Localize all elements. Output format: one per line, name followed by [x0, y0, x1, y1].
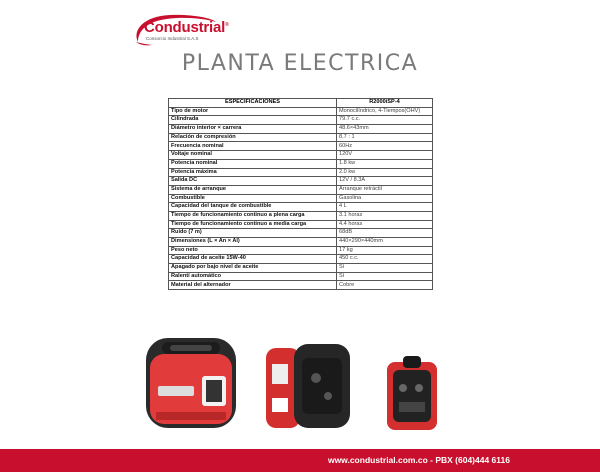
table-row	[169, 229, 433, 238]
spec-value: 79.7 c.c.	[337, 116, 433, 125]
spec-value: Sí	[337, 272, 433, 281]
spec-value: Gasolina	[337, 194, 433, 203]
spec-value: 60Hz	[337, 142, 433, 151]
spec-value: 4.4 horas	[337, 220, 433, 229]
spec-value: Sí	[337, 264, 433, 273]
table-row	[169, 159, 433, 168]
spec-label: Ruido (7 m)	[169, 229, 337, 238]
brand-tagline: Consorcio Industrial S.A.S	[146, 36, 199, 41]
table-row	[169, 255, 433, 264]
spec-label: Material del alternador	[169, 281, 337, 290]
spec-value: Cobre	[337, 281, 433, 290]
spec-value: Arranque retráctil	[337, 185, 433, 194]
table-row	[169, 203, 433, 212]
spec-value: Monocilíndrico, 4-Tiempos(OHV)	[337, 107, 433, 116]
table-header-specs: ESPECIFICACIONES	[169, 99, 337, 108]
footer-bar	[0, 449, 600, 472]
spec-label: Capacidad de aceite 15W-40	[169, 255, 337, 264]
table-row	[169, 125, 433, 134]
table-row	[169, 107, 433, 116]
spec-value: 48.6×43mm	[337, 125, 433, 134]
table-row	[169, 185, 433, 194]
spec-label: Voltaje nominal	[169, 151, 337, 160]
spec-value: 12V / 8.3A	[337, 177, 433, 186]
spec-label: Apagado por bajo nivel de aceite	[169, 264, 337, 273]
footer-contact: www.condustrial.com.co - PBX (604)444 6116	[327, 455, 510, 465]
spec-label: Cilindrada	[169, 116, 337, 125]
table-row	[169, 142, 433, 151]
table-header-row	[169, 99, 433, 108]
spec-label: Relación de compresión	[169, 133, 337, 142]
spec-label: Frecuencia nominal	[169, 142, 337, 151]
table-row	[169, 151, 433, 160]
spec-label: Dimensiones (L × An × Al)	[169, 238, 337, 247]
table-row	[169, 264, 433, 273]
spec-table	[168, 98, 433, 290]
generator-front-image	[140, 332, 242, 432]
spec-value: 1.8 kw	[337, 159, 433, 168]
spec-label: Potencia máxima	[169, 168, 337, 177]
spec-value: 120V	[337, 151, 433, 160]
spec-label: Tipo de motor	[169, 107, 337, 116]
table-header-model: R2000iSP-4	[337, 99, 433, 108]
spec-label: Tiempo de funcionamiento continuo a plena carga	[169, 211, 337, 220]
spec-value: 2.0 kw	[337, 168, 433, 177]
table-row	[169, 168, 433, 177]
page-title: PLANTA ELECTRICA	[181, 51, 419, 76]
spec-value: 3.1 horas	[337, 211, 433, 220]
brand-name: Condustrial®	[144, 19, 229, 36]
spec-label: Sistema de arranque	[169, 185, 337, 194]
generator-angle-image	[262, 338, 354, 432]
spec-label: Potencia nominal	[169, 159, 337, 168]
spec-value: 68dB	[337, 229, 433, 238]
table-row	[169, 133, 433, 142]
spec-label: Ralentí automático	[169, 272, 337, 281]
table-row	[169, 272, 433, 281]
table-row	[169, 177, 433, 186]
spec-label: Diámetro interior × carrera	[169, 125, 337, 134]
table-row	[169, 116, 433, 125]
spec-value: 450 c.c.	[337, 255, 433, 264]
spec-table-body	[169, 107, 433, 289]
spec-label: Tiempo de funcionamiento continuo a media carga	[169, 220, 337, 229]
spec-value: 440×290×440mm	[337, 238, 433, 247]
spec-label: Salida DC	[169, 177, 337, 186]
spec-label: Peso neto	[169, 246, 337, 255]
table-row	[169, 211, 433, 220]
table-row	[169, 220, 433, 229]
table-row	[169, 246, 433, 255]
table-row	[169, 281, 433, 290]
spec-label: Combustible	[169, 194, 337, 203]
generator-side-image	[385, 354, 439, 432]
table-row	[169, 238, 433, 247]
spec-value: 17 kg	[337, 246, 433, 255]
spec-label: Capacidad del tanque de combustible	[169, 203, 337, 212]
spec-value: 4 L	[337, 203, 433, 212]
spec-value: 8.7 : 1	[337, 133, 433, 142]
table-row	[169, 194, 433, 203]
